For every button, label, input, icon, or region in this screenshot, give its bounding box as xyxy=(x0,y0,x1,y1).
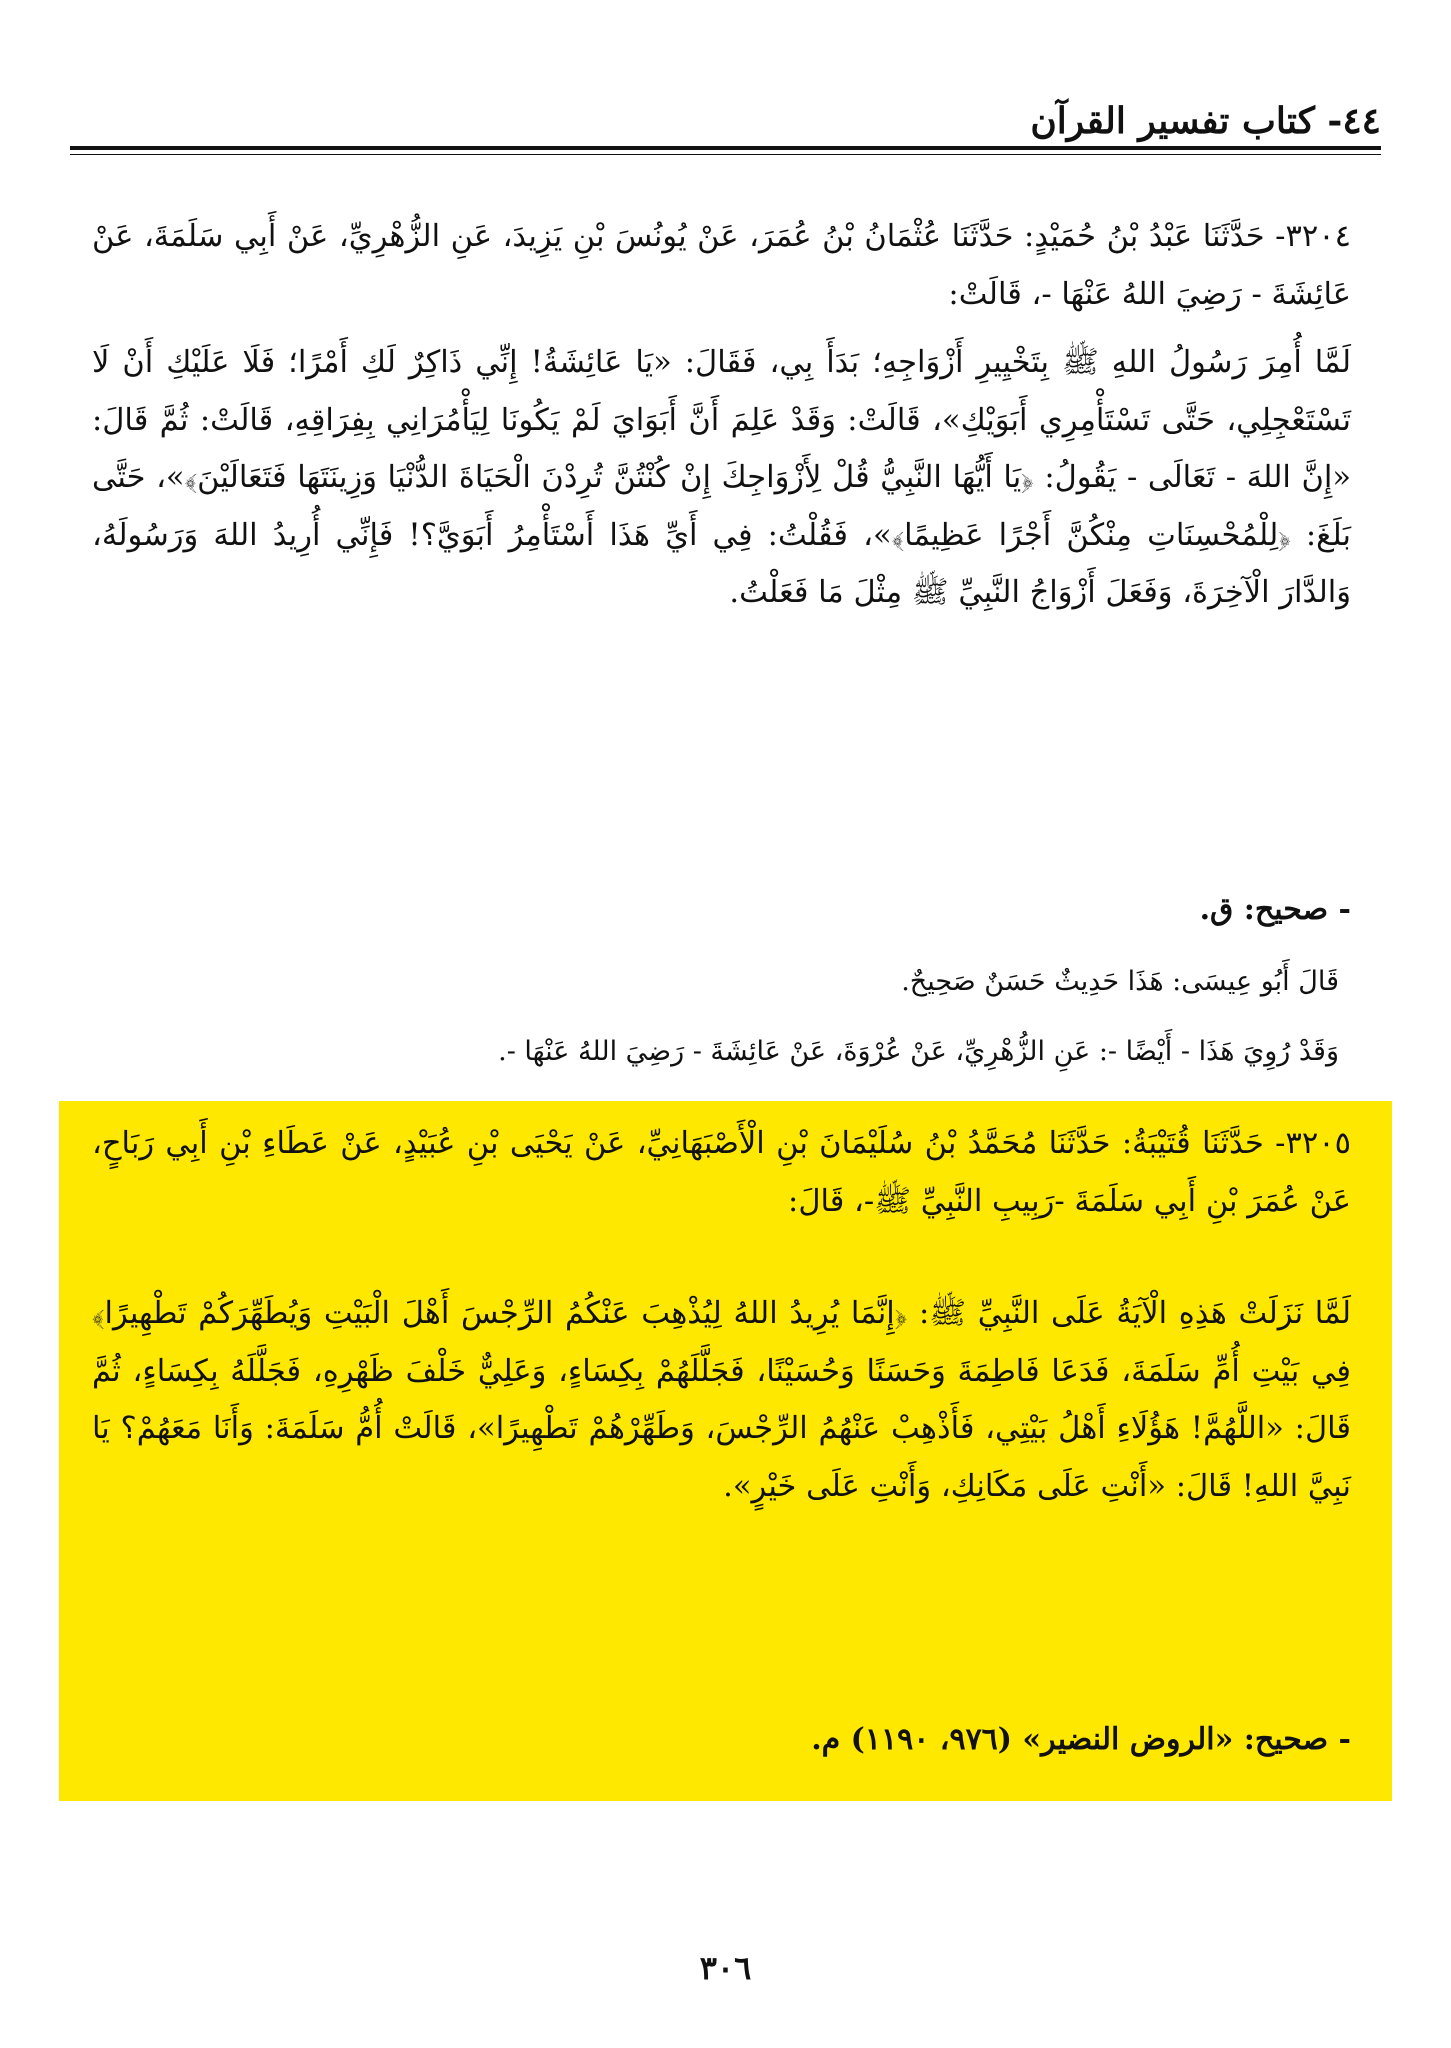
header-rule xyxy=(70,146,1381,150)
hadith-3205-isnad: ٣٢٠٥- حَدَّثَنَا قُتَيْبَةُ: حَدَّثَنَا مُحَمَّدُ بْنُ سُلَيْمَانَ بْنِ الْأَصْبَهَانِيِّ، عَنْ يَحْيَى بْنِ عُبَيْدٍ، عَنْ عَطَاءِ بْنِ أَبِي رَبَاحٍ، عَنْ عُمَرَ بْنِ أَبِي سَلَمَةَ -رَبِيبِ النَّبِيِّ ﷺ-، قَالَ: xyxy=(92,1126,1351,1219)
hadith-3204-note: وَقَدْ رُوِيَ هَذَا - أَيْضًا -: عَنِ الزُّهْرِيِّ، عَنْ عُرْوَةَ، عَنْ عَائِشَةَ - رَضِيَ اللهُ عَنْهَا -. xyxy=(498,1036,1339,1067)
hadith-3204-matn: لَمَّا أُمِرَ رَسُولُ اللهِ ﷺ بِتَخْيِيرِ أَزْوَاجِهِ؛ بَدَأَ بِي، فَقَالَ: «يَا عَائِشَةُ! إِنِّي ذَاكِرٌ لَكِ أَمْرًا؛ فَلَا عَلَيْكِ أَنْ لَا تَسْتَعْجِلِي، حَتَّى تَسْتَأْمِرِي أَبَوَيْكِ»، قَالَتْ: وَقَدْ عَلِمَ أَنَّ أَبَوَايَ لَمْ يَكُونَا لِيَأْمُرَانِي بِفِرَاقِهِ، قَالَتْ: ثُمَّ قَالَ: «إِنَّ اللهَ - تَعَالَى - يَقُولُ: ﴿يَا أَيُّهَا النَّبِيُّ قُلْ لِأَزْوَاجِكَ إِنْ كُنْتُنَّ تُرِدْنَ الْحَيَاةَ الدُّنْيَا وَزِينَتَهَا فَتَعَالَيْنَ﴾»، حَتَّى بَلَغَ: ﴿لِلْمُحْسِنَاتِ مِنْكُنَّ أَجْرًا عَظِيمًا﴾»، فَقُلْتُ: فِي أَيِّ هَذَا أَسْتَأْمِرُ أَبَوَيَّ؟! فَإِنِّي أُرِيدُ اللهَ وَرَسُولَهُ، وَالدَّارَ الْآخِرَةَ، وَفَعَلَ أَزْوَاجُ النَّبِيِّ ﷺ مِثْلَ مَا فَعَلْتُ. xyxy=(92,345,1351,610)
header-rule-thin xyxy=(70,154,1381,155)
hadith-3204-comment: قَالَ أَبُو عِيسَى: هَذَا حَدِيثٌ حَسَنٌ صَحِيحٌ. xyxy=(901,966,1339,997)
hadith-3204-grade: - صحيح: ق. xyxy=(1199,892,1351,927)
page-number: ٣٠٦ xyxy=(699,1949,752,1987)
chapter-title: ٤٤- كتاب تفسير القرآن xyxy=(1030,100,1381,142)
page-header xyxy=(70,96,1381,156)
hadith-3205-grade: - صحيح: «الروض النضير» (٩٧٦، ١١٩٠) م. xyxy=(811,1722,1351,1757)
hadith-3205-matn: لَمَّا نَزَلَتْ هَذِهِ الْآيَةُ عَلَى النَّبِيِّ ﷺ: ﴿إِنَّمَا يُرِيدُ اللهُ لِيُذْهِبَ عَنْكُمُ الرِّجْسَ أَهْلَ الْبَيْتِ وَيُطَهِّرَكُمْ تَطْهِيرًا﴾ فِي بَيْتِ أُمِّ سَلَمَةَ، فَدَعَا فَاطِمَةَ وَحَسَنًا وَحُسَيْنًا، فَجَلَّلَهُمْ بِكِسَاءٍ، وَعَلِيٌّ خَلْفَ ظَهْرِهِ، فَجَلَّلَهُ بِكِسَاءٍ، ثُمَّ قَالَ: «اللَّهُمَّ! هَؤُلَاءِ أَهْلُ بَيْتِي، فَأَذْهِبْ عَنْهُمُ الرِّجْسَ، وَطَهِّرْهُمْ تَطْهِيرًا»، قَالَتْ أُمُّ سَلَمَةَ: وَأَنَا مَعَهُمْ؟ يَا نَبِيَّ اللهِ! قَالَ: «أَنْتِ عَلَى مَكَانِكِ، وَأَنْتِ عَلَى خَيْرٍ». xyxy=(92,1296,1351,1504)
hadith-3204-isnad: ٣٢٠٤- حَدَّثَنَا عَبْدُ بْنُ حُمَيْدٍ: حَدَّثَنَا عُثْمَانُ بْنُ عُمَرَ، عَنْ يُونُسَ بْنِ يَزِيدَ، عَنِ الزُّهْرِيِّ، عَنْ أَبِي سَلَمَةَ، عَنْ عَائِشَةَ - رَضِيَ اللهُ عَنْهَا -، قَالَتْ: xyxy=(92,219,1351,312)
